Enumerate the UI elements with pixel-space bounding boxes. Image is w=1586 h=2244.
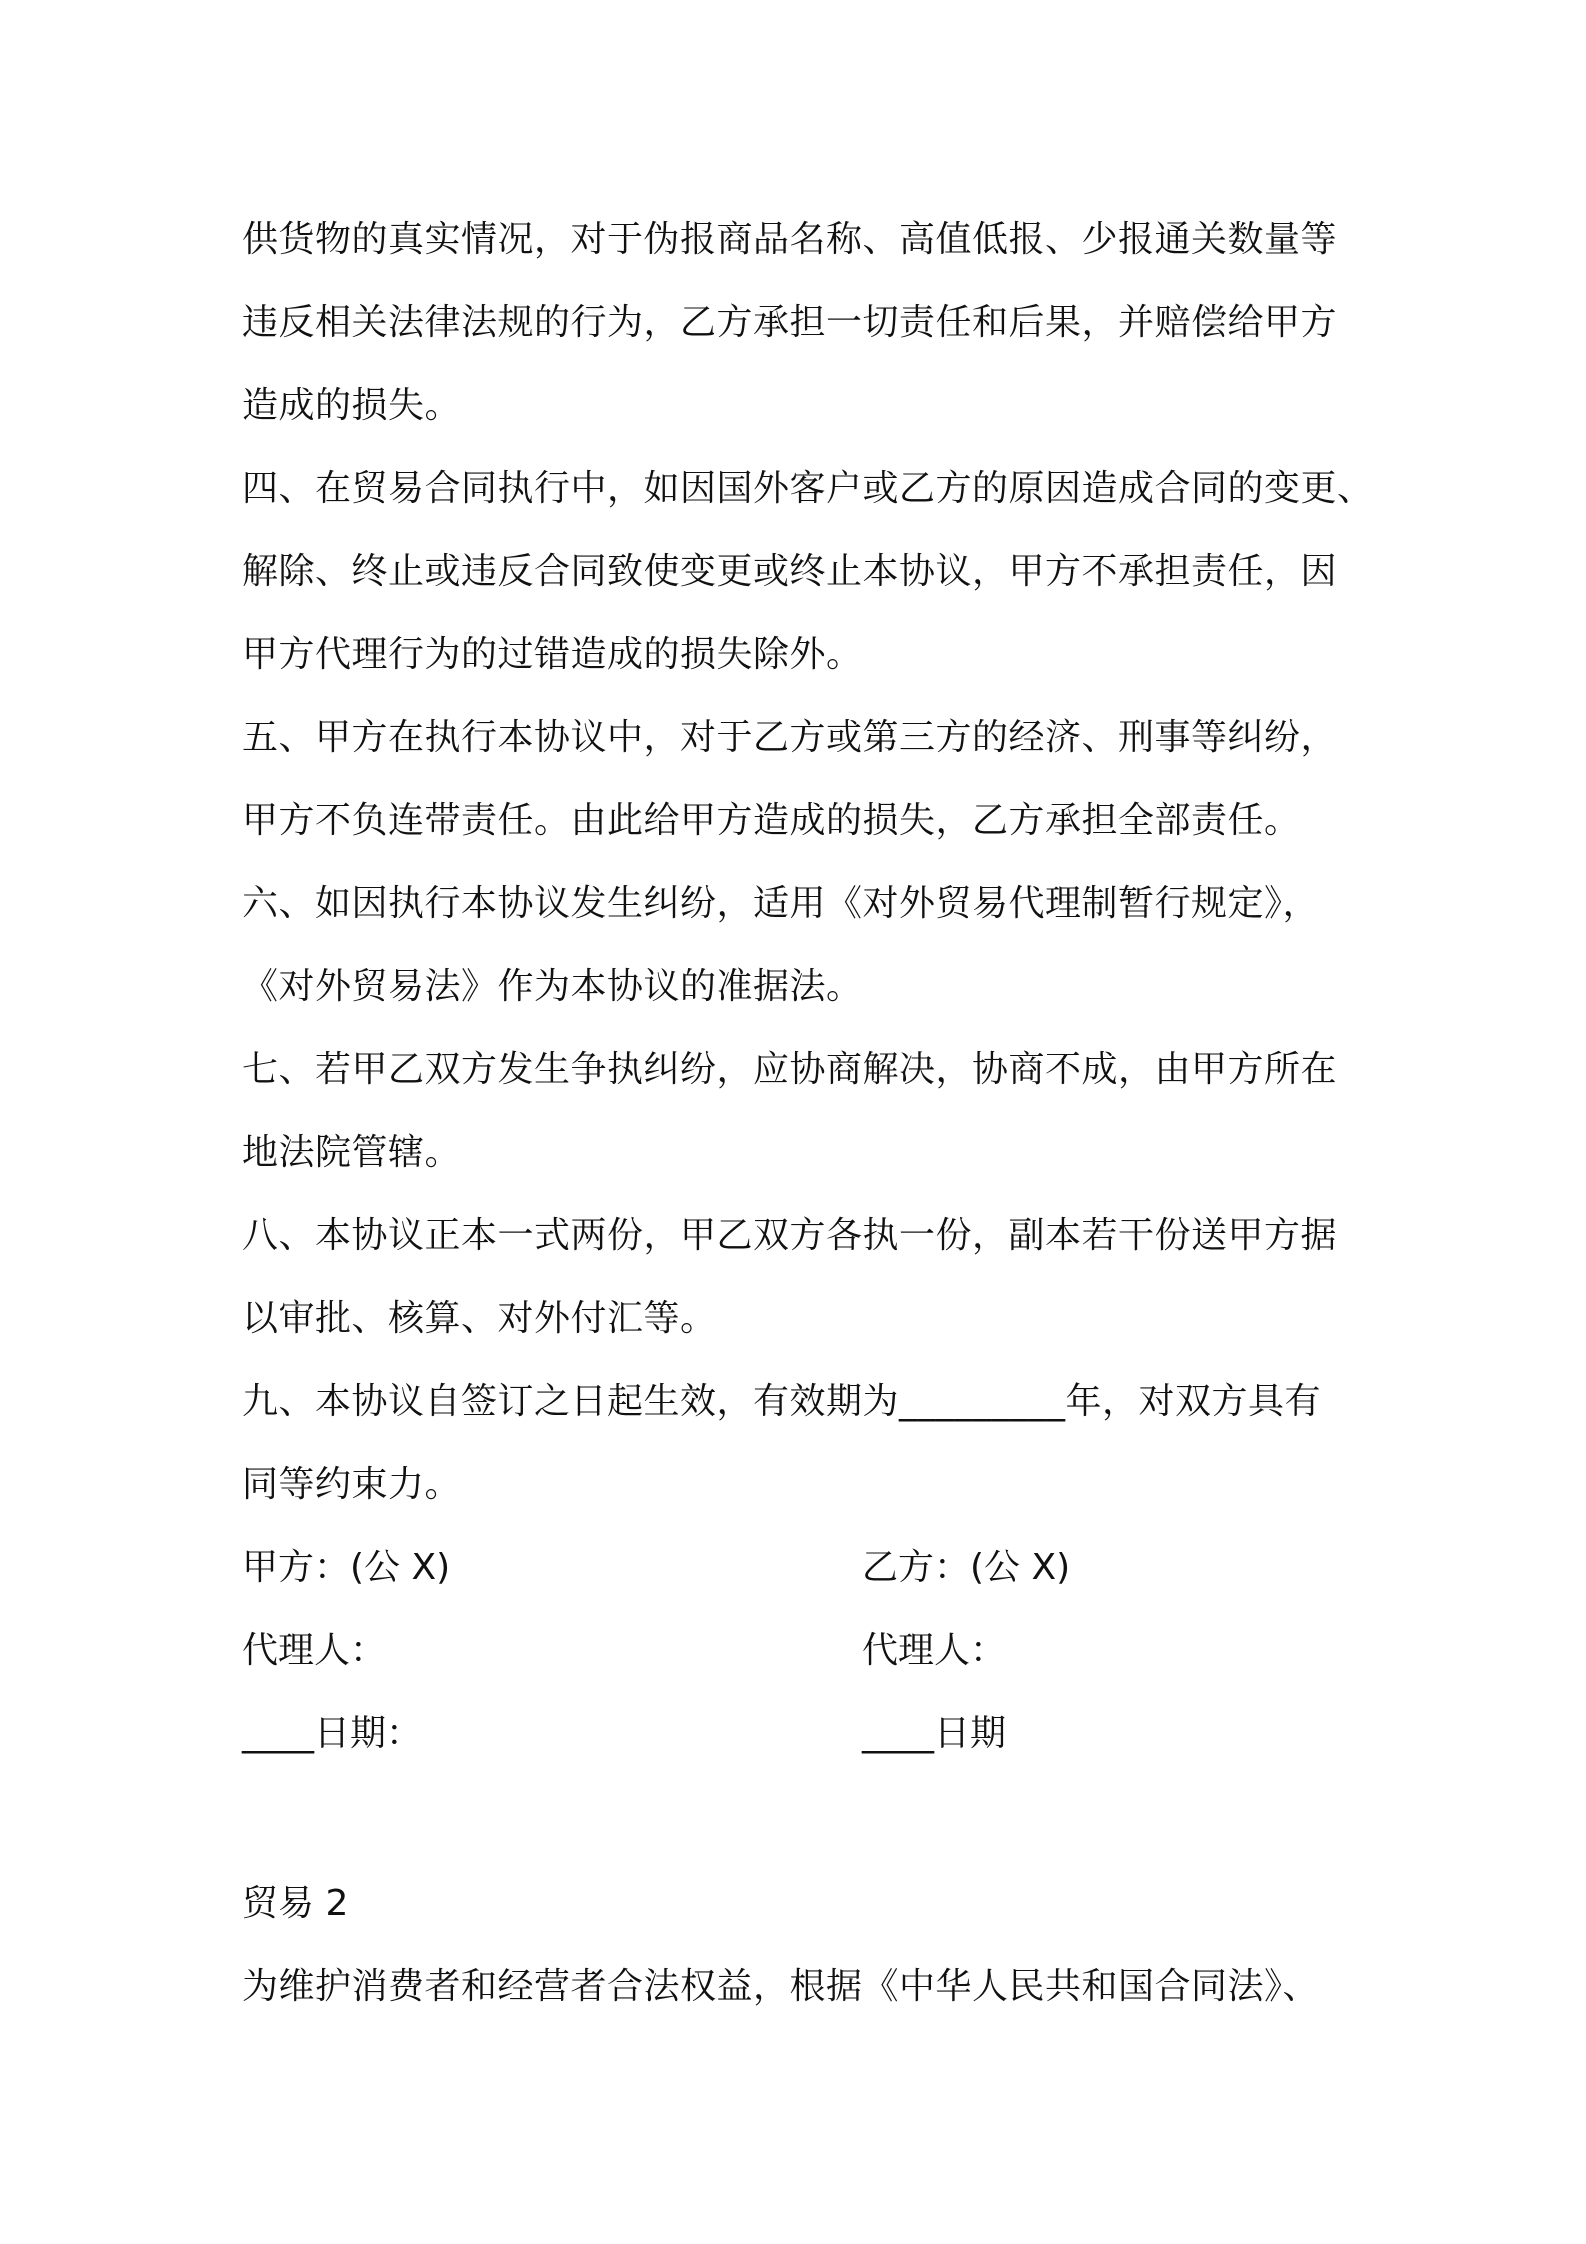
agent-a-label: 代理人：: [242, 1630, 387, 1671]
clause-6-line: 六、如因执行本协议发生纠纷，适用《对外贸易代理制暂行规定》，: [242, 883, 1320, 924]
signature-party-row: [242, 1526, 1354, 1609]
date-a-label: ____日期：: [242, 1713, 423, 1754]
clause-4-line: 解除、终止或违反合同致使变更或终止本协议，甲方不承担责任，因: [242, 551, 1338, 592]
party-a-label: 甲方：(公 X): [242, 1547, 451, 1588]
section-title: 贸易 2: [242, 1883, 349, 1924]
date-b-label: ____日期: [862, 1713, 1007, 1754]
agent-b-label: 代理人：: [862, 1630, 1007, 1671]
clause-9-line: 同等约束力。: [242, 1464, 462, 1505]
clause-4-line: 四、在贸易合同执行中，如因国外客户或乙方的原因造成合同的变更、: [242, 468, 1374, 509]
clause-6-line: 《对外贸易法》作为本协议的准据法。: [242, 966, 863, 1007]
clause-7-line: 地法院管辖。: [242, 1132, 462, 1173]
clause-9-line: 九、本协议自签订之日起生效，有效期为_________年，对双方具有: [242, 1381, 1322, 1422]
signature-agent-row: [242, 1609, 1354, 1692]
party-b-label: 乙方：(公 X): [862, 1547, 1071, 1588]
signature-date-row: [242, 1692, 1354, 1775]
clause-5-line: 甲方不负连带责任。由此给甲方造成的损失，乙方承担全部责任。: [242, 800, 1301, 841]
contract-line: 违反相关法律法规的行为，乙方承担一切责任和后果，并赔偿给甲方: [242, 302, 1338, 343]
contract-body: [242, 198, 1374, 1775]
clause-7-line: 七、若甲乙双方发生争执纠纷，应协商解决，协商不成，由甲方所在: [242, 1049, 1338, 1090]
intro-line: 为维护消费者和经营者合法权益，根据《中华人民共和国合同法》、: [242, 1966, 1320, 2007]
contract-line: 造成的损失。: [242, 385, 462, 426]
contract-line: 供货物的真实情况，对于伪报商品名称、高值低报、少报通关数量等: [242, 219, 1338, 260]
clause-5-line: 五、甲方在执行本协议中，对于乙方或第三方的经济、刑事等纠纷，: [242, 717, 1338, 758]
clause-8-line: 以审批、核算、对外付汇等。: [242, 1298, 717, 1339]
clause-4-line: 甲方代理行为的过错造成的损失除外。: [242, 634, 863, 675]
clause-8-line: 八、本协议正本一式两份，甲乙双方各执一份，副本若干份送甲方据: [242, 1215, 1338, 1256]
